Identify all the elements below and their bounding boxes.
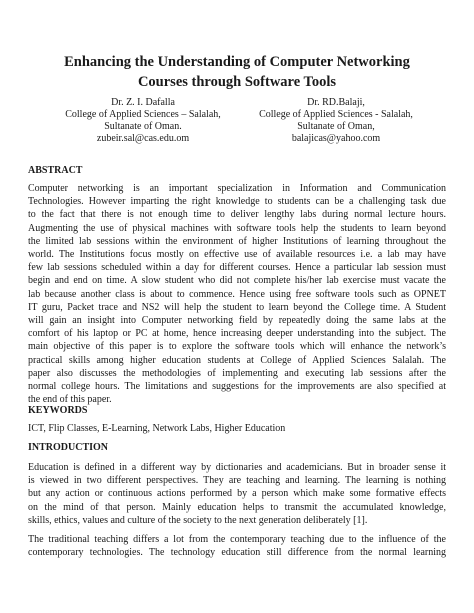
author-name: Dr. RD.Balaji,	[307, 97, 365, 108]
paper-title	[40, 52, 434, 92]
text-line: Computer networking is an important specialization in Information and Communication	[28, 183, 446, 194]
author-block	[58, 97, 228, 145]
title-line: Courses through Software Tools	[137, 74, 337, 90]
text-line: Augmenting the use of physical machines with software tools help the students to learn beyond	[28, 222, 446, 234]
text-line: the limited lab sessions within the environment of higher Institutions of learning throughout the	[28, 235, 446, 247]
author-email: balajicas@yahoo.com	[291, 133, 381, 144]
text-line: contemporary technologies. The technology education still difference from the normal learning	[28, 547, 446, 559]
text-line: on the mind of that person. Mainly education helps to transmit the accumulated knowledge,	[28, 501, 446, 513]
text-line: IT guru, Packet trace and NS2 will help the student to learn beyond the College time. A Student	[28, 301, 446, 313]
author-block	[246, 97, 426, 145]
abstract-text	[28, 182, 446, 406]
author-location: Sultanate of Oman,	[297, 121, 375, 132]
text-line: ICT, Flip Classes, E-Learning, Network Labs, Higher Education	[28, 423, 286, 434]
keywords-text	[28, 422, 446, 435]
introduction-paragraph	[28, 461, 446, 527]
text-line: begin and end on time. A slow student who did not complete his/her lab exercise must vacate the	[28, 275, 446, 287]
introduction-heading: INTRODUCTION	[28, 442, 109, 453]
author-email: zubeir.sal@cas.edu.om	[96, 133, 190, 144]
text-line: few lab sessions scheduled within a day for different courses. Hence a particular lab session must	[28, 262, 446, 274]
text-line: the end of this paper.	[28, 394, 112, 406]
abstract-heading: ABSTRACT	[28, 165, 83, 176]
text-line: practical skills among higher education students at College of Applied Sciences Salalah. The	[28, 354, 446, 366]
text-line: skills, ethics, values and culture of the society to the next generation deliberately [1].	[28, 514, 368, 526]
text-line: Technologies. However imparting the right knowledge to students can be a challenging task due	[28, 196, 446, 208]
text-line: to the fact that there is not enough time to deliver lengthy labs during normal lecture hours.	[28, 209, 446, 221]
text-line: normal college hours. The limitations and suggestions for the improvements are also specified at	[28, 381, 446, 393]
author-name: Dr. Z. I. Dafalla	[111, 97, 175, 108]
text-line: The traditional teaching differs a lot from the contemporary teaching due to the influence of the	[28, 534, 446, 545]
keywords-heading: KEYWORDS	[28, 405, 88, 416]
introduction-paragraph	[28, 533, 446, 559]
text-line: world. The Institutions focus mostly on effective use of available resources i.e. a lab may have	[28, 249, 446, 261]
text-line: comfort of his laptop or PC at home, hence increasing deeper understanding into the subject. The	[28, 328, 446, 340]
author-affiliation: College of Applied Sciences – Salalah,	[65, 109, 221, 120]
text-line: but any action or continuous actions performed by a person which make some formative effects	[28, 488, 446, 500]
author-location: Sultanate of Oman.	[104, 121, 182, 132]
text-line: Education is defined in a different way by dictionaries and academicians. But in broader sense it	[28, 462, 446, 473]
text-line: paper also discusses the methodologies of implementing and executing lab sessions after the	[28, 367, 446, 379]
text-line: main objective of this paper is to explore the software tools which will enhance the network’s	[28, 341, 446, 353]
text-line: is viewed in two different perspectives. They are teaching and learning. The learning is nothing	[28, 475, 446, 487]
text-line: lab because another class is about to commence. Hence using free software tools such as OPNET	[28, 288, 446, 300]
text-line: will gain an insight into Computer networking field by repeatedly doing the same labs at the	[28, 315, 446, 327]
author-affiliation: College of Applied Sciences - Salalah,	[259, 109, 413, 120]
title-line: Enhancing the Understanding of Computer Networking	[64, 54, 410, 70]
